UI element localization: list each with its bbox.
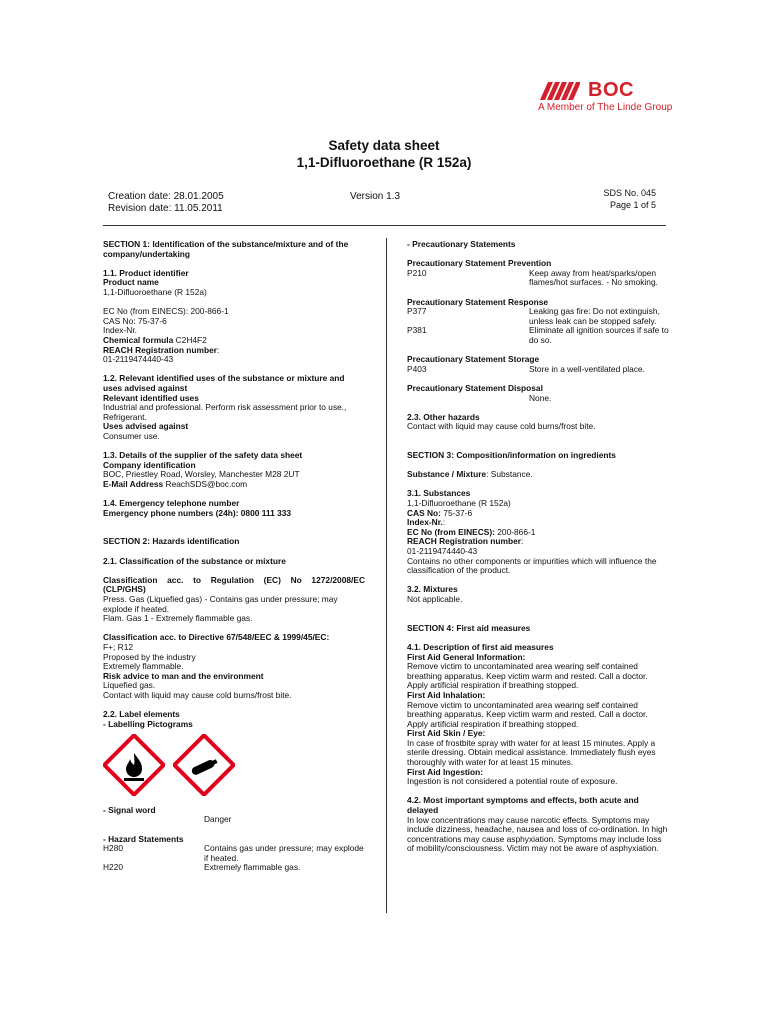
section-1-4-title: 1.4. Emergency telephone number — [103, 498, 240, 509]
classification-directive-1: F+; R12 — [103, 641, 134, 652]
symptoms-text: In low concentrations may cause narcotic effects. Symptoms may include dizziness, headache, nausea and loss of co-ordination. In high concentrations may cause asphyxiation. Symptoms may include loss of mobility/consciousness. Victim may not be aware of asphyxiation. — [407, 814, 668, 854]
signal-word-label: - Signal word — [103, 804, 156, 815]
email-label: E-Mail Address — [103, 478, 164, 489]
column-divider — [386, 238, 387, 913]
left-column — [103, 240, 365, 873]
first-aid-skin: In case of frostbite spray with water for at least 15 minutes. Apply a sterile dressing. Obtain medical assistance. Immediately flush eyes thoroughly with water for at least 15 minutes. — [407, 737, 656, 768]
pictograms — [103, 734, 365, 796]
section-4-1-title: 4.1. Description of first aid measures — [407, 641, 554, 652]
hazard-text: Extremely flammable gas. — [204, 862, 301, 873]
signal-word: Danger — [204, 814, 232, 825]
cas-value: 75-37-6 — [440, 507, 473, 518]
email-link[interactable]: ReachSDS@boc.com — [163, 478, 248, 489]
hazard-statement-h280 — [103, 844, 365, 863]
product-name: 1,1-Difluoroethane (R 152a) — [103, 286, 207, 297]
precautionary-p381 — [407, 326, 669, 345]
section-2-3-title: 2.3. Other hazards — [407, 411, 480, 422]
precautionary-text: Eliminate all ignition sources if safe to do so. — [529, 325, 669, 345]
chemical-formula: C2H4F2 — [173, 334, 207, 345]
first-aid-ingestion-label: First Aid Ingestion: — [407, 766, 483, 777]
section-2-title: SECTION 2: Hazards identification — [103, 536, 240, 547]
pictograms-label: - Labelling Pictograms — [103, 718, 193, 729]
hazard-code: H280 — [103, 843, 124, 854]
section-3-title: SECTION 3: Composition/information on ingredients — [407, 450, 616, 461]
boc-logo — [532, 79, 673, 118]
mixtures-text: Not applicable. — [407, 593, 463, 604]
hazard-text: Contains gas under pressure; may explode if heated. — [204, 843, 364, 863]
precautionary-code: P381 — [407, 325, 427, 336]
cas-number: CAS No: 75-37-6 — [103, 315, 167, 326]
page-title: Safety data sheet — [328, 138, 440, 153]
reach-label: REACH Registration number — [103, 344, 218, 355]
product-name-label: Product name — [103, 277, 159, 288]
reach-colon: : — [217, 344, 220, 355]
boc-logo-stripes-icon — [532, 82, 580, 100]
other-hazards: Contact with liquid may cause cold burns/frost bite. — [407, 421, 596, 432]
reach-number: 01-2119474440-43 — [103, 354, 174, 365]
first-aid-general: Remove victim to uncontaminated area wearing self contained breathing apparatus. Keep victim warm and rested. Call a doctor. Apply artificial respiration if breathing stopped. — [407, 661, 648, 691]
classification-directive-2: Proposed by the industry — [103, 651, 196, 662]
risk-advice-1: Liquefied gas. — [103, 680, 156, 691]
precautionary-text: Leaking gas fire: Do not extinguish, unless leak can be stopped safely. — [529, 306, 660, 326]
section-1-3-title: 1.3. Details of the supplier of the safety data sheet — [103, 450, 303, 461]
right-column — [407, 240, 669, 854]
risk-advice-label: Risk advice to man and the environment — [103, 670, 264, 681]
section-3-2-title: 3.2. Mixtures — [407, 584, 458, 595]
section-1-2-title: 1.2. Relevant identified uses of the substance or mixture and uses advised against — [103, 373, 345, 393]
emergency-number: 0800 111 333 — [238, 507, 292, 518]
company-label: Company identification — [103, 459, 196, 470]
relevant-uses-label: Relevant identified uses — [103, 392, 199, 403]
precautionary-code: P210 — [407, 267, 427, 278]
classification-directive-3: Extremely flammable. — [103, 661, 184, 672]
risk-advice-2: Contact with liquid may cause cold burns/frost bite. — [103, 689, 292, 700]
storage-title: Precautionary Statement Storage — [407, 354, 540, 365]
uses-against-label: Uses advised against — [103, 421, 189, 432]
company-address: BOC, Priestley Road, Worsley, Manchester M28 2UT — [103, 469, 300, 480]
classification-clp-title: Classification acc. to Regulation (EC) No 1272/2008/EC (CLP/GHS) — [103, 574, 365, 595]
version: Version 1.3 — [350, 191, 401, 202]
chemical-formula-label: Chemical formula — [103, 334, 174, 345]
ec-value: 200-866-1 — [494, 526, 536, 537]
reach-colon: : — [521, 536, 524, 547]
emergency-label: Emergency phone numbers (24h): — [103, 507, 239, 518]
section-1-1-title: 1.1. Product identifier — [103, 267, 189, 278]
section-4-2-title: 4.2. Most important symptoms and effects, both acute and delayed — [407, 795, 639, 816]
first-aid-general-label: First Aid General Information: — [407, 651, 526, 662]
substance-mixture-colon: : — [486, 469, 489, 480]
prevention-title: Precautionary Statement Prevention — [407, 258, 552, 269]
header-divider — [103, 225, 666, 226]
first-aid-inhalation-label: First Aid Inhalation: — [407, 689, 486, 700]
section-4-title: SECTION 4: First aid measures — [407, 622, 531, 633]
reach-value: 01-2119474440-43 — [407, 546, 478, 556]
substance-mixture-label: Substance / Mixture — [407, 469, 487, 480]
hazard-statement-h220 — [103, 863, 365, 873]
index-label: Index-Nr. — [407, 517, 443, 528]
first-aid-ingestion: Ingestion is not considered a potential route of exposure. — [407, 776, 618, 787]
classification-clp-1: Press. Gas (Liquefied gas) - Contains gas under pressure; may explode if heated. — [103, 593, 338, 614]
precautionary-text: Store in a well-ventilated place. — [529, 363, 645, 374]
section-2-1-title: 2.1. Classification of the substance or mixture — [103, 555, 286, 566]
gas-cylinder-pictogram-icon — [173, 734, 235, 796]
page-number: Page 1 of 5 — [609, 200, 656, 210]
precautionary-code: P403 — [407, 363, 427, 374]
hazard-code: H220 — [103, 862, 124, 873]
cas-label: CAS No: — [407, 507, 441, 518]
creation-date: Creation date: 28.01.2005 — [108, 191, 224, 202]
precautionary-code: P377 — [407, 306, 427, 317]
first-aid-skin-label: First Aid Skin / Eye: — [407, 728, 486, 739]
ec-number: EC No (from EINECS): 200-866-1 — [103, 306, 229, 317]
reach-label: REACH Registration number — [407, 536, 522, 547]
index-number: Index-Nr. — [103, 325, 137, 336]
hazard-statements-label: - Hazard Statements — [103, 833, 184, 844]
classification-directive-title: Classification acc. to Directive 67/548/EEC & 1999/45/EC: — [103, 632, 330, 643]
substance-note: Contains no other components or impurities which will influence the classification of the product. — [407, 555, 657, 576]
brand-name: BOC — [588, 79, 634, 101]
ec-label: EC No (from EINECS): — [407, 526, 495, 537]
disposal-title: Precautionary Statement Disposal — [407, 382, 543, 393]
substance-mixture-value: Substance. — [488, 469, 533, 480]
precautionary-title: - Precautionary Statements — [407, 239, 516, 249]
section-2-2-title: 2.2. Label elements — [103, 709, 180, 720]
precautionary-text: Keep away from heat/sparks/open flames/hot surfaces. - No smoking. — [529, 267, 658, 288]
index-colon: : — [442, 517, 446, 528]
precautionary-p377 — [407, 307, 669, 326]
sds-number: SDS No. 045 — [603, 188, 656, 198]
flame-pictogram-icon — [103, 734, 165, 796]
disposal-text: None. — [529, 392, 552, 403]
classification-clp-2: Flam. Gas 1 - Extremely flammable gas. — [103, 613, 253, 624]
precautionary-p403 — [407, 365, 669, 375]
uses-against: Consumer use. — [103, 430, 160, 441]
page-subtitle: 1,1-Difluoroethane (R 152a) — [296, 155, 472, 170]
relevant-uses: Industrial and professional. Perform risk assessment prior to use., Refrigerant. — [103, 402, 347, 422]
revision-date: Revision date: 11.05.2011 — [108, 203, 223, 214]
precautionary-p210 — [407, 269, 669, 288]
response-title: Precautionary Statement Response — [407, 296, 549, 307]
brand-tagline: A Member of The Linde Group — [538, 102, 673, 113]
substance-name: 1,1-Difluoroethane (R 152a) — [407, 498, 511, 509]
first-aid-inhalation: Remove victim to uncontaminated area wearing self contained breathing apparatus. Keep victim warm and rested. Call a doctor. Apply artificial respiration if breathing stopped. — [407, 699, 648, 729]
section-1-title: SECTION 1: Identification of the substance/mixture and of the company/undertaking — [103, 239, 349, 259]
section-3-1-title: 3.1. Substances — [407, 488, 471, 499]
